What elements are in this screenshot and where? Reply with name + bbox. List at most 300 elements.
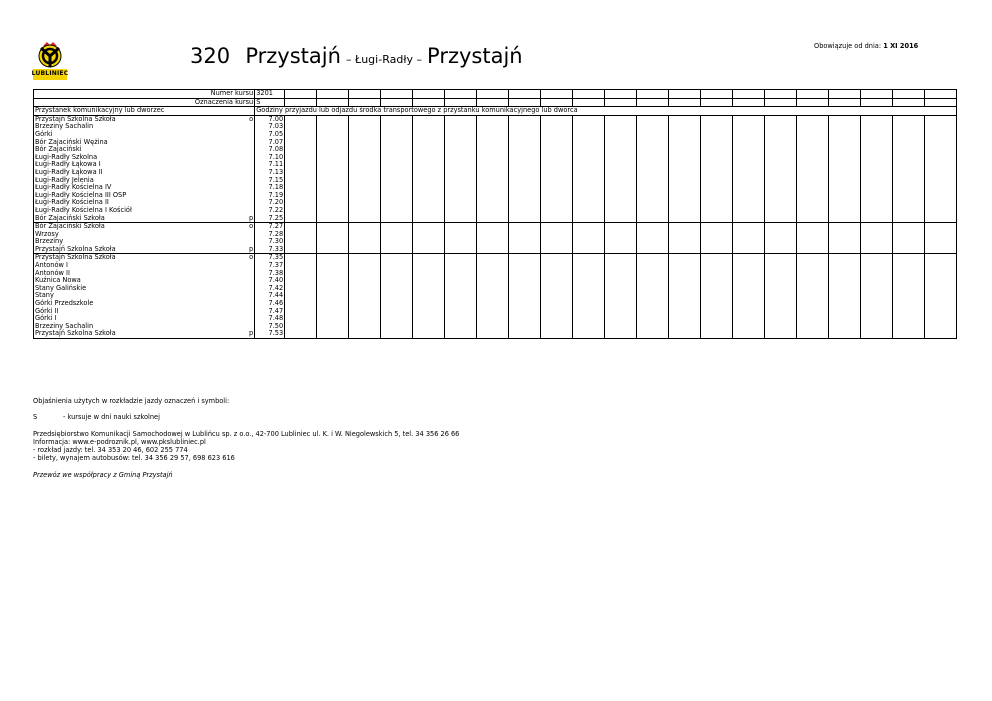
- empty-course-cell: [669, 123, 701, 131]
- empty-course-cell: [317, 115, 349, 123]
- empty-course-cell: [349, 115, 381, 123]
- empty-course-cell: [637, 323, 669, 331]
- departure-time: 7.10: [255, 154, 285, 162]
- empty-course-cell: [381, 223, 413, 231]
- empty-course-cell: [317, 146, 349, 154]
- departure-time: 7.22: [255, 207, 285, 215]
- route-from: Przystajń: [245, 44, 341, 68]
- empty-course-cell: [509, 139, 541, 147]
- stop-mark: p: [249, 213, 254, 222]
- empty-course-cell: [317, 169, 349, 177]
- empty-course-cell: [349, 270, 381, 278]
- empty-course-cell: [829, 285, 861, 293]
- empty-course-cell: [637, 215, 669, 223]
- table-row: [34, 323, 957, 331]
- empty-course-cell: [829, 231, 861, 239]
- stop-name: Bór Zajaciński Szkoła: [34, 223, 250, 231]
- empty-course-cell: [573, 215, 605, 223]
- empty-course-cell: [477, 277, 509, 285]
- empty-course-cell: [381, 184, 413, 192]
- empty-course-cell: [797, 207, 829, 215]
- empty-course-cell: [733, 146, 765, 154]
- tickets-phone: - bilety, wynajem autobusów: tel. 34 356 29 57, 698 623 616: [33, 454, 235, 463]
- empty-course-cell: [381, 270, 413, 278]
- empty-course-cell: [477, 300, 509, 308]
- empty-course-cell: [605, 161, 637, 169]
- empty-course-cell: [445, 161, 477, 169]
- empty-course-cell: [669, 254, 701, 262]
- empty-course-cell: [605, 285, 637, 293]
- empty-course-cell: [797, 161, 829, 169]
- empty-course-cell: [829, 177, 861, 185]
- empty-course-cell: [349, 199, 381, 207]
- empty-course-cell: [797, 308, 829, 316]
- empty-course-cell: [797, 184, 829, 192]
- empty-course-cell: [765, 161, 797, 169]
- empty-course-cell: [285, 161, 317, 169]
- empty-course-cell: [541, 238, 573, 246]
- empty-course-cell: [829, 139, 861, 147]
- empty-course-cell: [861, 139, 893, 147]
- empty-course-cell: [765, 215, 797, 223]
- empty-course-cell: [861, 270, 893, 278]
- empty-course-cell: [797, 330, 829, 338]
- empty-course-cell: [413, 184, 445, 192]
- empty-course-cell: [765, 231, 797, 239]
- empty-course-cell: [765, 115, 797, 123]
- empty-course-cell: [317, 330, 349, 338]
- empty-course-cell: [637, 300, 669, 308]
- empty-course-cell: [893, 131, 925, 139]
- stop-mark: o: [249, 222, 254, 231]
- empty-course-cell: [573, 292, 605, 300]
- empty-course-cell: [765, 292, 797, 300]
- stop-name: Przystajń Szkolna Szkoła: [34, 115, 250, 123]
- table-row: [34, 300, 957, 308]
- empty-course-cell: [605, 300, 637, 308]
- empty-course-cell: [381, 146, 413, 154]
- empty-course-cell: [509, 323, 541, 331]
- empty-course-cell: [445, 139, 477, 147]
- empty-course-cell: [669, 139, 701, 147]
- stop-name: Górki: [34, 131, 250, 139]
- empty-course-cell: [381, 323, 413, 331]
- empty-course-cell: [285, 131, 317, 139]
- empty-course-cell: [541, 207, 573, 215]
- empty-course-cell: [381, 207, 413, 215]
- empty-course-cell: [381, 262, 413, 270]
- empty-course-cell: [413, 139, 445, 147]
- empty-course-cell: [765, 146, 797, 154]
- empty-course-cell: [829, 131, 861, 139]
- empty-course-cell: [605, 154, 637, 162]
- empty-course-cell: [317, 262, 349, 270]
- empty-course-cell: [829, 270, 861, 278]
- empty-course-cell: [861, 254, 893, 262]
- line-number: 320: [190, 44, 231, 68]
- empty-course-cell: [733, 123, 765, 131]
- empty-course-cell: [413, 115, 445, 123]
- departure-time: 7.19: [255, 192, 285, 200]
- empty-course-cell: [509, 154, 541, 162]
- stop-mark: p: [249, 329, 254, 338]
- empty-course-cell: [765, 308, 797, 316]
- empty-course-cell: [797, 323, 829, 331]
- departure-time: 7.08: [255, 146, 285, 154]
- departure-time: 7.38: [255, 270, 285, 278]
- empty-course-cell: [701, 262, 733, 270]
- empty-course-cell: [285, 231, 317, 239]
- empty-course-cell: [765, 246, 797, 254]
- empty-course-cell: [605, 315, 637, 323]
- empty-course-cell: [381, 246, 413, 254]
- empty-course-cell: [605, 323, 637, 331]
- notes: [33, 397, 459, 479]
- empty-course-cell: [893, 215, 925, 223]
- empty-course-cell: [733, 285, 765, 293]
- empty-course-cell: [797, 285, 829, 293]
- empty-course-cell: [893, 154, 925, 162]
- empty-course-cell: [413, 270, 445, 278]
- departure-time: 7.48: [255, 315, 285, 323]
- empty-course-cell: [477, 270, 509, 278]
- table-row: [34, 199, 957, 207]
- empty-course-cell: [477, 308, 509, 316]
- table-row: [34, 308, 957, 316]
- empty-course-cell: [733, 277, 765, 285]
- empty-course-cell: [797, 192, 829, 200]
- empty-course-cell: [637, 330, 669, 338]
- course-marks: S: [255, 98, 285, 107]
- empty-course-cell: [765, 192, 797, 200]
- empty-course-cell: [733, 223, 765, 231]
- empty-course-cell: [509, 177, 541, 185]
- departure-time: 7.13: [255, 169, 285, 177]
- course-marks-label: Oznaczenia kursu: [34, 98, 255, 107]
- table-row: [34, 139, 957, 147]
- empty-course-cell: [893, 199, 925, 207]
- empty-course-cell: [285, 285, 317, 293]
- empty-course-cell: [669, 315, 701, 323]
- empty-course-cell: [477, 207, 509, 215]
- empty-course-cell: [381, 277, 413, 285]
- empty-course-cell: [701, 192, 733, 200]
- empty-course-cell: [893, 315, 925, 323]
- empty-course-cell: [605, 169, 637, 177]
- empty-course-cell: [701, 300, 733, 308]
- empty-course-cell: [541, 231, 573, 239]
- empty-course-cell: [413, 238, 445, 246]
- empty-course-cell: [701, 231, 733, 239]
- table-row: [34, 238, 957, 246]
- empty-course-cell: [477, 323, 509, 331]
- empty-course-cell: [541, 308, 573, 316]
- empty-course-cell: [317, 231, 349, 239]
- empty-course-cell: [605, 192, 637, 200]
- empty-course-cell: [701, 199, 733, 207]
- empty-course-cell: [285, 270, 317, 278]
- empty-course-cell: [829, 223, 861, 231]
- empty-course-cell: [733, 330, 765, 338]
- stop-mark: p: [249, 244, 254, 253]
- stop-name: Ługi-Radły Jelenia: [34, 177, 250, 185]
- stop-name: Antonów II: [34, 270, 250, 278]
- empty-course-cell: [349, 262, 381, 270]
- departure-time: 7.33: [255, 246, 285, 254]
- empty-course-cell: [669, 154, 701, 162]
- empty-course-cell: [669, 308, 701, 316]
- empty-course-cell: [925, 270, 957, 278]
- empty-course-cell: [413, 177, 445, 185]
- empty-course-cell: [829, 215, 861, 223]
- departure-time: 7.28: [255, 231, 285, 239]
- empty-course-cell: [541, 192, 573, 200]
- empty-course-cell: [861, 115, 893, 123]
- departure-time: 7.40: [255, 277, 285, 285]
- empty-course-cell: [765, 139, 797, 147]
- empty-course-cell: [349, 184, 381, 192]
- empty-course-cell: [381, 231, 413, 239]
- stop-name: Ługi-Radły Łąkowa I: [34, 161, 250, 169]
- empty-course-cell: [541, 131, 573, 139]
- empty-course-cell: [573, 246, 605, 254]
- empty-course-cell: [509, 238, 541, 246]
- empty-course-cell: [701, 246, 733, 254]
- empty-course-cell: [509, 169, 541, 177]
- empty-course-cell: [381, 285, 413, 293]
- empty-course-cell: [733, 131, 765, 139]
- empty-course-cell: [317, 207, 349, 215]
- empty-course-cell: [701, 254, 733, 262]
- empty-course-cell: [605, 215, 637, 223]
- empty-course-cell: [861, 308, 893, 316]
- empty-course-cell: [605, 131, 637, 139]
- empty-course-cell: [413, 123, 445, 131]
- empty-course-cell: [829, 207, 861, 215]
- empty-course-cell: [285, 184, 317, 192]
- empty-course-cell: [765, 323, 797, 331]
- empty-course-cell: [285, 330, 317, 338]
- empty-course-cell: [669, 238, 701, 246]
- empty-course-cell: [477, 123, 509, 131]
- empty-course-cell: [541, 154, 573, 162]
- empty-course-cell: [509, 123, 541, 131]
- empty-course-cell: [477, 131, 509, 139]
- empty-course-cell: [765, 123, 797, 131]
- empty-course-cell: [509, 223, 541, 231]
- empty-course-cell: [413, 330, 445, 338]
- empty-course-cell: [381, 139, 413, 147]
- empty-course-cell: [381, 154, 413, 162]
- empty-course-cell: [349, 330, 381, 338]
- empty-course-cell: [573, 223, 605, 231]
- empty-course-cell: [637, 199, 669, 207]
- page-title: [190, 44, 523, 68]
- empty-course-cell: [605, 223, 637, 231]
- stop-name: Brzeziny: [34, 238, 250, 246]
- empty-course-cell: [349, 123, 381, 131]
- empty-course-cell: [765, 277, 797, 285]
- empty-course-cell: [317, 238, 349, 246]
- empty-course-cell: [669, 169, 701, 177]
- empty-course-cell: [637, 154, 669, 162]
- empty-course-cell: [797, 231, 829, 239]
- stop-name: Bór Zajaciński Szkoła: [34, 215, 250, 223]
- info-links: Informacja: www.e-podroznik.pl, www.pkslubliniec.pl: [33, 438, 206, 447]
- empty-course-cell: [637, 161, 669, 169]
- empty-course-cell: [477, 154, 509, 162]
- empty-course-cell: [829, 161, 861, 169]
- course-number-label: Numer kursu: [34, 90, 255, 99]
- empty-course-cell: [445, 330, 477, 338]
- empty-course-cell: [637, 139, 669, 147]
- empty-course-cell: [925, 115, 957, 123]
- empty-course-cell: [509, 184, 541, 192]
- empty-course-cell: [381, 292, 413, 300]
- empty-course-cell: [349, 215, 381, 223]
- empty-course-cell: [445, 277, 477, 285]
- empty-course-cell: [861, 277, 893, 285]
- empty-course-cell: [317, 223, 349, 231]
- empty-course-cell: [413, 292, 445, 300]
- empty-course-cell: [573, 300, 605, 308]
- empty-course-cell: [893, 207, 925, 215]
- empty-course-cell: [477, 215, 509, 223]
- empty-course-cell: [829, 246, 861, 254]
- empty-course-cell: [669, 277, 701, 285]
- empty-course-cell: [829, 308, 861, 316]
- empty-course-cell: [797, 169, 829, 177]
- empty-course-cell: [573, 207, 605, 215]
- empty-course-cell: [413, 254, 445, 262]
- empty-course-cell: [605, 115, 637, 123]
- empty-course-cell: [893, 285, 925, 293]
- empty-course-cell: [349, 146, 381, 154]
- empty-course-cell: [701, 285, 733, 293]
- empty-course-cell: [349, 238, 381, 246]
- empty-course-cell: [317, 315, 349, 323]
- empty-course-cell: [669, 223, 701, 231]
- empty-course-cell: [285, 199, 317, 207]
- empty-course-cell: [797, 246, 829, 254]
- empty-course-cell: [285, 223, 317, 231]
- empty-course-cell: [573, 285, 605, 293]
- empty-course-cell: [509, 131, 541, 139]
- departure-time: 7.05: [255, 131, 285, 139]
- empty-course-cell: [861, 231, 893, 239]
- empty-course-cell: [285, 292, 317, 300]
- empty-course-cell: [861, 285, 893, 293]
- empty-course-cell: [637, 308, 669, 316]
- stop-mark: o: [249, 114, 254, 123]
- empty-course-cell: [701, 277, 733, 285]
- empty-course-cell: [925, 231, 957, 239]
- empty-course-cell: [893, 223, 925, 231]
- empty-course-cell: [285, 169, 317, 177]
- empty-course-cell: [701, 238, 733, 246]
- table-row: [34, 285, 957, 293]
- logo-text: LUBLINIEC: [31, 70, 69, 77]
- empty-course-cell: [669, 215, 701, 223]
- empty-course-cell: [605, 177, 637, 185]
- stop-column-header: Przystanek komunikacyjny lub dworzec: [34, 107, 255, 116]
- empty-course-cell: [605, 277, 637, 285]
- empty-course-cell: [413, 300, 445, 308]
- empty-course-cell: [317, 139, 349, 147]
- empty-course-cell: [317, 161, 349, 169]
- empty-course-cell: [925, 308, 957, 316]
- empty-course-cell: [445, 154, 477, 162]
- empty-course-cell: [925, 199, 957, 207]
- departure-time: 7.27: [255, 223, 285, 231]
- empty-course-cell: [669, 207, 701, 215]
- empty-course-cell: [413, 192, 445, 200]
- empty-course-cell: [925, 223, 957, 231]
- empty-course-cell: [669, 330, 701, 338]
- empty-course-cell: [861, 330, 893, 338]
- empty-course-cell: [317, 154, 349, 162]
- empty-course-cell: [637, 184, 669, 192]
- empty-course-cell: [349, 161, 381, 169]
- empty-course-cell: [509, 285, 541, 293]
- empty-course-cell: [349, 177, 381, 185]
- empty-course-cell: [509, 254, 541, 262]
- empty-course-cell: [381, 131, 413, 139]
- empty-course-cell: [701, 154, 733, 162]
- empty-course-cell: [413, 262, 445, 270]
- empty-course-cell: [349, 277, 381, 285]
- empty-course-cell: [445, 199, 477, 207]
- stop-name: Przystajń Szkolna Szkoła: [34, 330, 250, 338]
- stop-name: Antonów I: [34, 262, 250, 270]
- empty-course-cell: [605, 123, 637, 131]
- empty-course-cell: [413, 215, 445, 223]
- empty-course-cell: [733, 184, 765, 192]
- empty-course-cell: [669, 115, 701, 123]
- empty-course-cell: [477, 139, 509, 147]
- empty-course-cell: [445, 192, 477, 200]
- empty-course-cell: [797, 223, 829, 231]
- stop-name: Bór Zajaciński Wężina: [34, 139, 250, 147]
- table-row: [34, 223, 957, 231]
- empty-course-cell: [573, 323, 605, 331]
- empty-course-cell: [893, 246, 925, 254]
- empty-course-cell: [733, 231, 765, 239]
- empty-course-cell: [605, 231, 637, 239]
- carrier-note: Przewóz we współpracy z Gminą Przystajń: [33, 470, 173, 479]
- empty-course-cell: [637, 231, 669, 239]
- empty-course-cell: [381, 308, 413, 316]
- empty-course-cell: [797, 215, 829, 223]
- empty-course-cell: [893, 123, 925, 131]
- empty-course-cell: [573, 308, 605, 316]
- empty-course-cell: [413, 246, 445, 254]
- empty-course-cell: [925, 146, 957, 154]
- empty-course-cell: [445, 270, 477, 278]
- empty-course-cell: [285, 192, 317, 200]
- empty-course-cell: [445, 292, 477, 300]
- empty-course-cell: [509, 315, 541, 323]
- empty-course-cell: [285, 315, 317, 323]
- timetable: [33, 89, 957, 339]
- empty-course-cell: [637, 262, 669, 270]
- departure-time: 7.03: [255, 123, 285, 131]
- empty-course-cell: [797, 254, 829, 262]
- empty-course-cell: [637, 131, 669, 139]
- empty-course-cell: [829, 315, 861, 323]
- empty-course-cell: [477, 330, 509, 338]
- empty-course-cell: [605, 207, 637, 215]
